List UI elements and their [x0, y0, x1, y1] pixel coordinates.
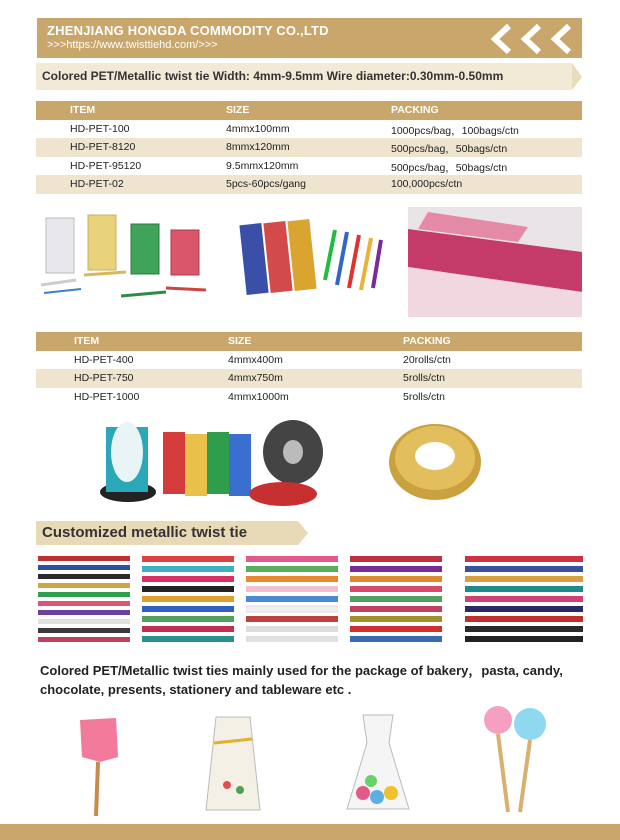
company-name: ZHENJIANG HONGDA COMMODITY CO.,LTD	[47, 23, 329, 38]
table-header-row	[36, 332, 582, 351]
table-row	[36, 388, 582, 407]
cell-packing: 500pcs/bag，50bags/ctn	[391, 143, 508, 155]
spools-photo	[98, 412, 328, 510]
header-banner	[37, 18, 582, 58]
cut-twist-ties-photo	[36, 210, 212, 310]
swatch-solid-colors	[38, 556, 130, 648]
spec-text: Colored PET/Metallic twist tie Width: 4mm-9.5mm Wire diameter:0.30mm-0.50mm	[42, 69, 504, 83]
spec-banner-tip	[572, 63, 582, 90]
customized-banner	[36, 521, 298, 545]
swatch-checks	[350, 556, 442, 648]
candy-bag-photo	[343, 713, 413, 815]
cell-item: HD-PET-02	[70, 178, 124, 190]
table-row	[36, 157, 582, 176]
header-packing: PACKING	[391, 104, 439, 116]
cell-packing: 100,000pcs/ctn	[391, 178, 463, 190]
table-row	[36, 120, 582, 139]
swatch-prints	[246, 556, 338, 648]
customized-banner-tip	[298, 521, 308, 545]
table-row	[36, 175, 582, 194]
cell-size: 4mmx100mm	[226, 122, 290, 135]
product-table-2	[36, 332, 582, 406]
cell-size: 8mmx120mm	[226, 141, 290, 153]
cell-item: HD-PET-100	[70, 122, 130, 135]
swatch-patterns	[142, 556, 234, 648]
cell-packing: 1000pcs/bag，100bags/ctn	[391, 124, 519, 137]
table-header-row	[36, 101, 582, 120]
usage-description: Colored PET/Metallic twist ties mainly used for the package of bakery，pasta, candy, chocolate, presents, stationery and tableware etc .	[40, 663, 563, 697]
metallic-ribbon-photo	[408, 207, 582, 317]
header-packing: PACKING	[403, 335, 451, 347]
cell-item: HD-PET-8120	[70, 141, 136, 153]
gold-coil-photo	[385, 400, 485, 512]
chevrons-icon	[475, 24, 579, 54]
cell-packing: 5rolls/ctn	[403, 372, 446, 384]
footer-bar	[0, 824, 620, 840]
customized-title: Customized metallic twist tie	[42, 524, 248, 541]
cell-packing: 5rolls/ctn	[403, 390, 446, 403]
cell-item: HD-PET-400	[74, 353, 134, 366]
cell-size: 4mmx400m	[228, 353, 283, 366]
cell-item: HD-PET-1000	[74, 390, 140, 403]
header-size: SIZE	[226, 104, 250, 116]
table-row	[36, 138, 582, 157]
header-item: ITEM	[74, 335, 100, 347]
cell-size: 4mmx750m	[228, 372, 283, 384]
cell-packing: 500pcs/bag，50bags/ctn	[391, 161, 508, 174]
cell-item: HD-PET-750	[74, 372, 134, 384]
cell-item: HD-PET-95120	[70, 159, 142, 172]
twist-ties-pack-photo	[225, 210, 390, 310]
company-url[interactable]: >>>https://www.twisttiehd.com/>>>	[47, 39, 218, 51]
lollipop-bag-photo	[70, 712, 126, 820]
product-table-1	[36, 101, 582, 194]
spec-banner	[36, 63, 572, 90]
lollipops-photo	[480, 704, 554, 816]
cell-size: 5pcs-60pcs/gang	[226, 178, 306, 190]
treat-bag-photo	[202, 715, 264, 815]
header-size: SIZE	[228, 335, 252, 347]
swatch-dots	[465, 556, 583, 648]
cell-packing: 20rolls/ctn	[403, 353, 451, 366]
table-row	[36, 369, 582, 388]
table-row	[36, 351, 582, 370]
header-item: ITEM	[70, 104, 96, 116]
cell-size: 4mmx1000m	[228, 390, 289, 403]
cell-size: 9.5mmx120mm	[226, 159, 299, 172]
